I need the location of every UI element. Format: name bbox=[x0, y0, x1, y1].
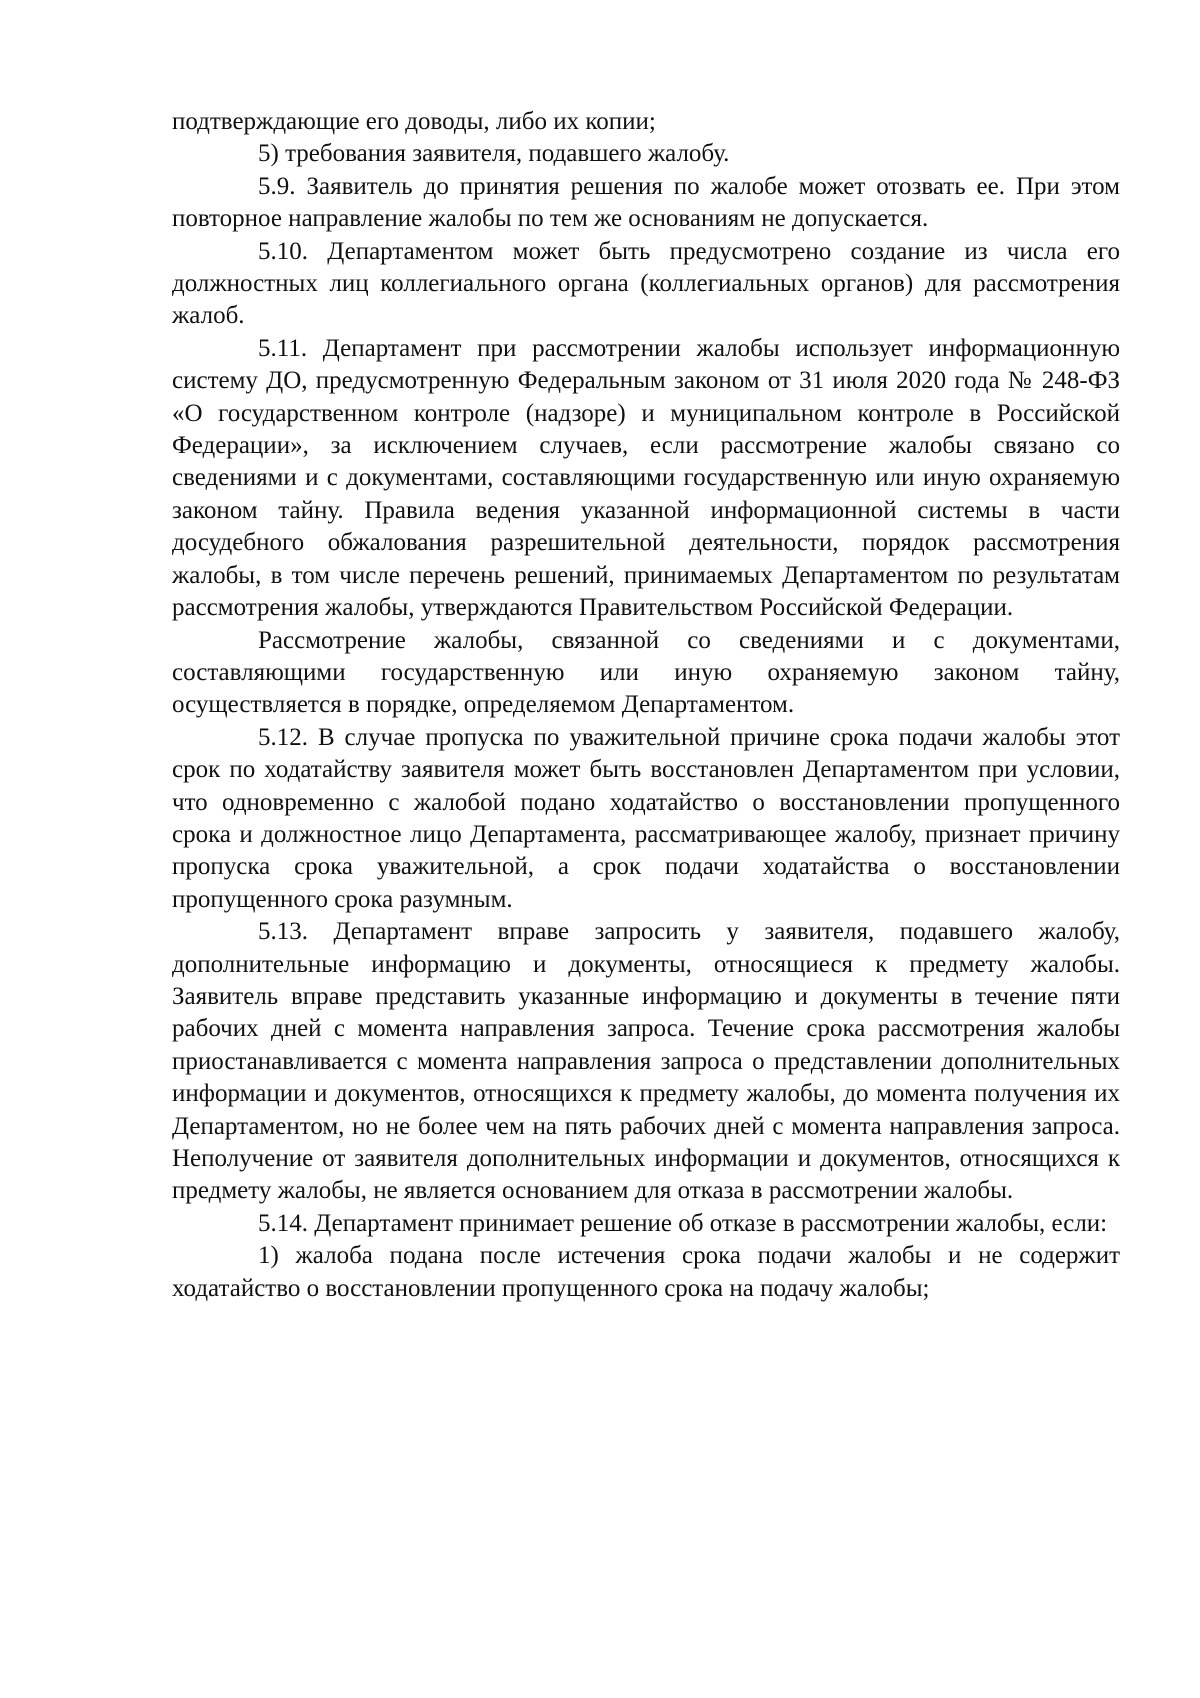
paragraph-item-5: 5) требования заявителя, подавшего жалобу. bbox=[258, 140, 730, 168]
paragraph-5-12: 5.12. В случае пропуска по уважительной причине срока подачи жалобы этот срок по ходатайству заявителя может быть восстановлен Департаментом при условии, что одновременно с жалобой подано ходатайство о восстановлении пропущенного срока и должностное лицо Департамента, рассматривающее жалобу, признает причину пропуска срока уважительной, а срок подачи ходатайства о восстановлении пропущенного срока разумным. bbox=[172, 723, 1120, 913]
paragraph-5-11-secret: Рассмотрение жалобы, связанной со сведениями и с документами, составляющими государственную или иную охраняемую законом тайну, осуществляется в порядке, определяемом Департаментом. bbox=[172, 626, 1120, 719]
paragraph-continuation: подтверждающие его доводы, либо их копии; bbox=[172, 108, 656, 135]
paragraph-5-9: 5.9. Заявитель до принятия решения по жалобе может отозвать ее. При этом повторное направление жалобы по тем же основаниям не допускается. bbox=[172, 172, 1120, 233]
paragraph-5-10: 5.10. Департаментом может быть предусмотрено создание из числа его должностных лиц коллегиального органа (коллегиальных органов) для рассмотрения жалоб. bbox=[172, 237, 1120, 330]
paragraph-5-13: 5.13. Департамент вправе запросить у заявителя, подавшего жалобу, дополнительные информацию и документы, относящиеся к предмету жалобы. Заявитель вправе представить указанные информацию и документы в течение пяти рабочих дней с момента направления запроса. Течение срока рассмотрения жалобы приостанавливается с момента направления запроса о представлении дополнительных информации и документов, относящихся к предмету жалобы, до момента получения их Департаментом, но не более чем на пять рабочих дней с момента направления запроса. Неполучение от заявителя дополнительных информации и документов, относящихся к предмету жалобы, не является основанием для отказа в рассмотрении жалобы. bbox=[172, 918, 1120, 1205]
document-page bbox=[172, 106, 1120, 1305]
paragraph-5-14: 5.14. Департамент принимает решение об отказе в рассмотрении жалобы, если: bbox=[258, 1209, 1108, 1237]
paragraph-5-11: 5.11. Департамент при рассмотрении жалобы использует информационную систему ДО, предусмотренную Федеральным законом от 31 июля 2020 года № 248-ФЗ «О государственном контроле (надзоре) и муниципальном контроле в Российской Федерации», за исключением случаев, если рассмотрение жалобы связано со сведениями и с документами, составляющими государственную или иную охраняемую законом тайну. Правила ведения указанной информационной системы в части досудебного обжалования разрешительной деятельности, порядок рассмотрения жалобы, в том числе перечень решений, принимаемых Департаментом по результатам рассмотрения жалобы, утверждаются Правительством Российской Федерации. bbox=[172, 334, 1120, 622]
paragraph-5-14-item-1: 1) жалоба подана после истечения срока подачи жалобы и не содержит ходатайство о восстановлении пропущенного срока на подачу жалобы; bbox=[172, 1242, 1120, 1302]
